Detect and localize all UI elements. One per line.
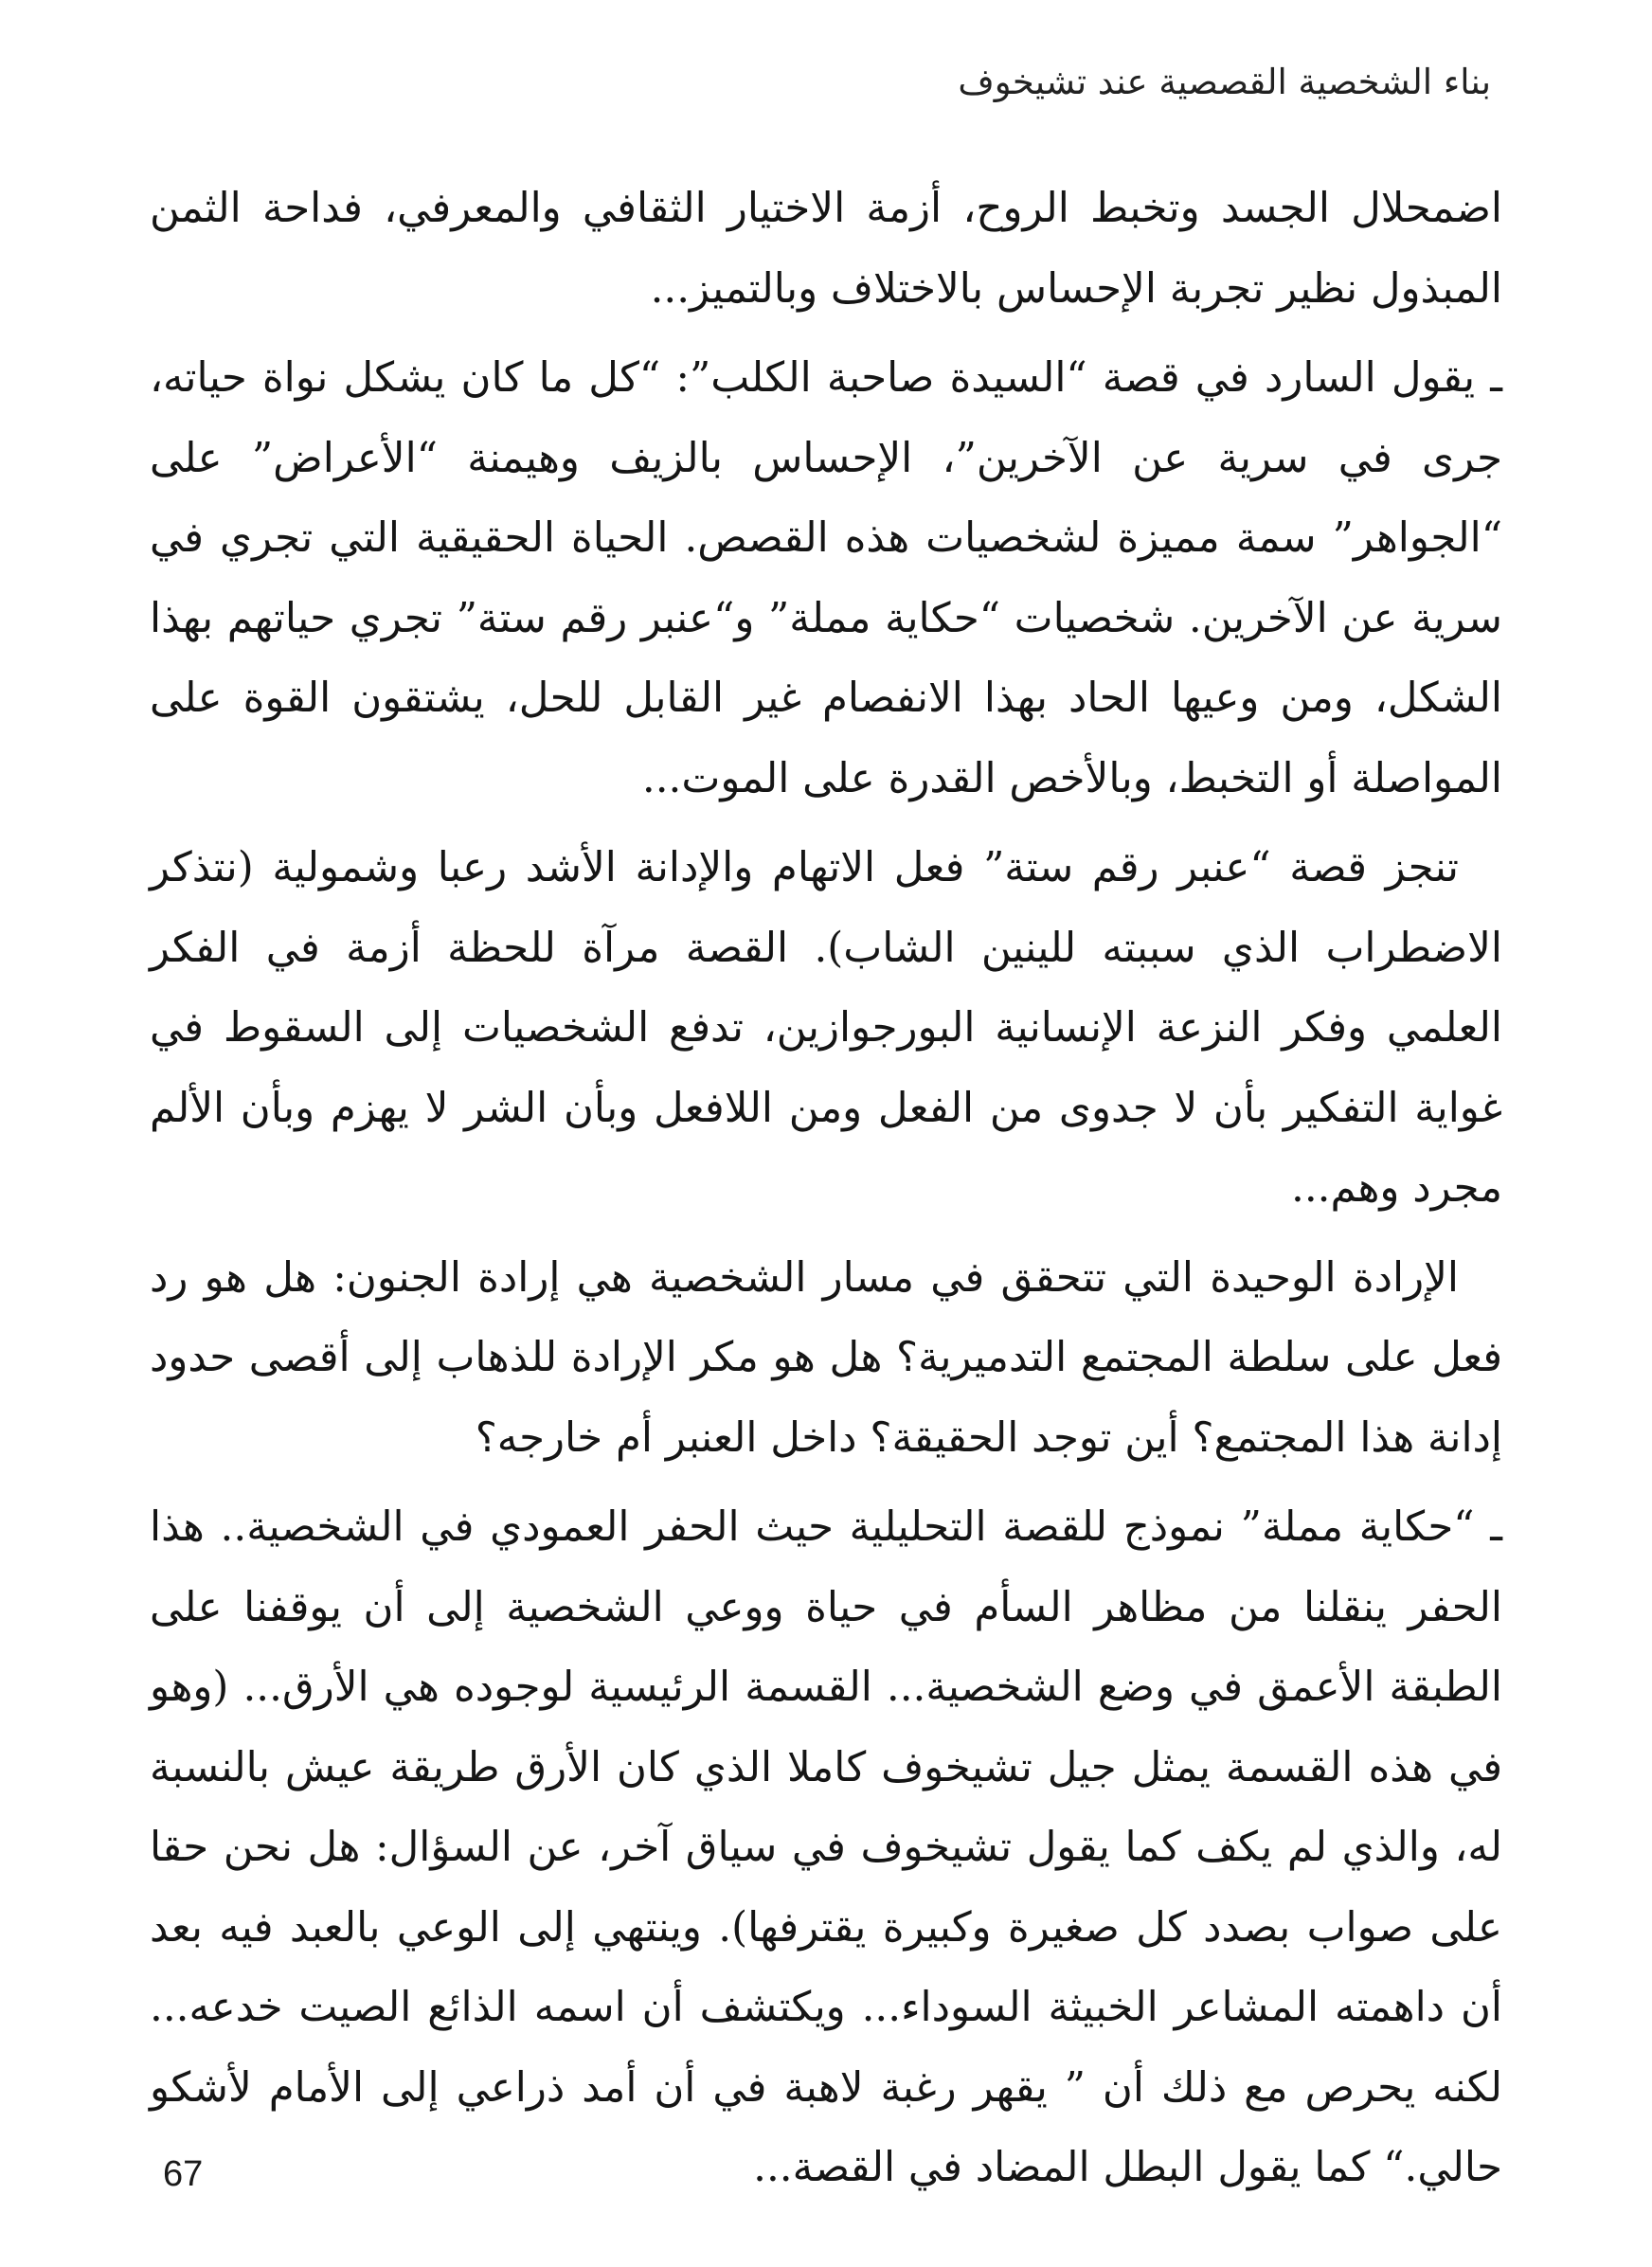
paragraph-4: الإرادة الوحيدة التي تتحقق في مسار الشخصية هي إرادة الجنون: هل هو رد فعل على سلطة المجتمع التدميرية؟ هل هو مكر الإرادة للذهاب إلى أقصى حدود إدانة هذا المجتمع؟ أين توجد الحقيقة؟ داخل العنبر أم خارجه؟ [150,1253,1502,1462]
paragraph-5: ـ “حكاية مملة” نموذج للقصة التحليلية حيث الحفر العمودي في الشخصية.. هذا الحفر ينقلنا من مظاهر السأم في حياة ووعي الشخصية إلى أن يوقفنا على الطبقة الأعمق في وضع الشخصية... القسمة الرئيسية لوجوده هي الأرق... (وهو في هذه القسمة يمثل جيل تشيخوف كاملا الذي كان الأرق طريقة عيش بالنسبة له، والذي لم يكف كما يقول تشيخوف في سياق آخر، عن السؤال: هل نحن حقا على صواب بصدد كل صغيرة وكبيرة يقترفها). وينتهي إلى الوعي بالعبد فيه بعد أن داهمته المشاعر الخبيثة السوداء... ويكتشف أن اسمه الذائع الصيت خدعه... لكنه يحرص مع ذلك أن ” يقهر رغبة لاهبة في أن أمد ذراعي إلى الأمام لأشكو حالي.“ كما يقول البطل المضاد في القصة... [150,1503,1502,2191]
body-text [150,169,1502,2218]
paragraph-1: اضمحلال الجسد وتخبط الروح، أزمة الاختيار الثقافي والمعرفي، فداحة الثمن المبذول نظير تجربة الإحساس بالاختلاف وبالتميز... [150,185,1502,313]
running-header: بناء الشخصية القصصية عند تشيخوف [958,62,1491,102]
paragraph-3: تنجز قصة “عنبر رقم ستة” فعل الاتهام والإدانة الأشد رعبا وشمولية (نتذكر الاضطراب الذي سببته للينين الشاب). القصة مرآة للحظة أزمة في الفكر العلمي وفكر النزعة الإنسانية البورجوازين، تدفع الشخصيات إلى السقوط في غواية التفكير بأن لا جدوى من الفعل ومن اللافعل وبأن الشر لا يهزم وبأن الألم مجرد وهم... [150,844,1502,1212]
page-number: 67 [163,2154,204,2194]
paragraph-2: ـ يقول السارد في قصة “السيدة صاحبة الكلب”: “كل ما كان يشكل نواة حياته، جرى في سرية عن الآخرين”، الإحساس بالزيف وهيمنة “الأعراض” على “الجواهر” سمة مميزة لشخصيات هذه القصص. الحياة الحقيقية التي تجري في سرية عن الآخرين. شخصيات “حكاية مملة” و“عنبر رقم ستة” تجري حياتهم بهذا الشكل، ومن وعيها الحاد بهذا الانفصام غير القابل للحل، يشتقون القوة على المواصلة أو التخبط، وبالأخص القدرة على الموت... [150,354,1502,802]
